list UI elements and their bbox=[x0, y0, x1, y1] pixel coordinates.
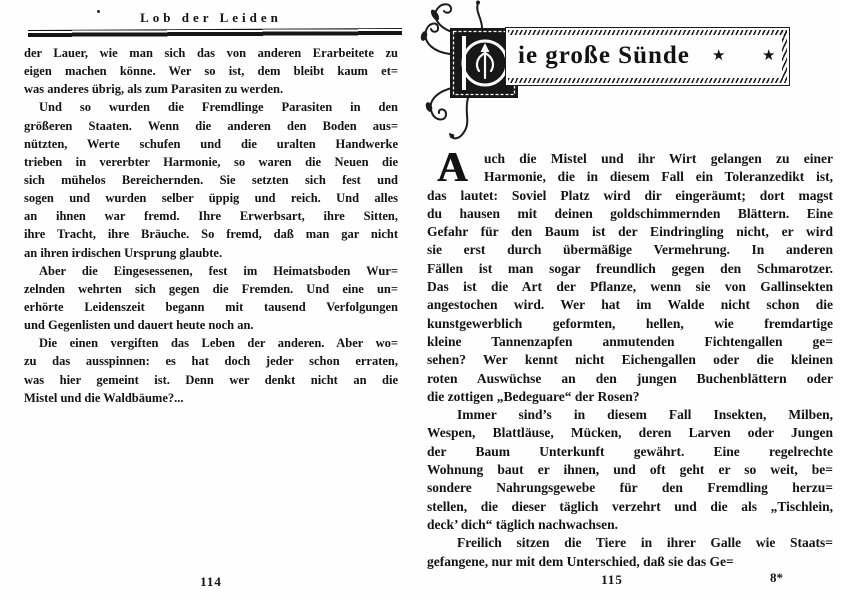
text-line: trieben in vererbter Harmonie, so waren die Neuen die bbox=[24, 154, 398, 169]
text-line: Harmonie, die in diesem Fall ein Toleranzedikt ist, bbox=[484, 169, 833, 185]
text-line: nützten, Werte schufen und die uralten Handwerke bbox=[24, 136, 398, 151]
text-line: das lautet: Soviel Platz wird dir eingeräumt; dort magst bbox=[427, 187, 833, 203]
text-line: ihre Tracht, ihre Bräuche. So fremd, daß man gar nicht bbox=[24, 227, 398, 242]
paragraph bbox=[427, 406, 833, 534]
text-line: der Lauer, wie man sich das von anderen Erarbeitete zu bbox=[24, 46, 398, 60]
text-line: sogen und wurden selber üppig und reich. Und alles bbox=[24, 191, 398, 206]
right-page-number: 115 bbox=[601, 572, 623, 587]
text-line: die zottigen „Bedeguare“ der Rosen? bbox=[427, 388, 640, 404]
text-line: sondere Nahrungsgewebe für den Fremdling herzu= bbox=[427, 480, 833, 496]
star-icon: ★ bbox=[762, 48, 776, 64]
left-page-number: 114 bbox=[200, 574, 222, 589]
text-line: uch die Mistel und ihr Wirt gelangen zu einer bbox=[484, 151, 833, 166]
text-line: was anderes übrig, als zum Parasiten zu werden. bbox=[24, 82, 284, 97]
text-line: Wohnung baut er ihnen, und oft geht er so weit, be= bbox=[427, 462, 833, 478]
paragraph bbox=[24, 334, 398, 407]
header-rule bbox=[28, 28, 402, 38]
text-line: zelnden wehrten sich gegen die Fremden. Und eine un= bbox=[24, 281, 398, 296]
drop-cap-initial: A bbox=[436, 145, 468, 191]
right-text-column bbox=[427, 150, 833, 571]
text-line: Das ist die Art der Pflanze, wenn sie von Gallinsekten bbox=[427, 279, 833, 295]
paragraph bbox=[24, 44, 398, 98]
star-icon: ★ bbox=[712, 48, 726, 64]
paragraph bbox=[427, 150, 833, 406]
text-line: sich mühelos Bereichernden. Sie setzten sich fest und bbox=[24, 172, 398, 187]
text-line: deck’ dich“ täglich nachwachsen. bbox=[427, 516, 619, 532]
left-text-column bbox=[24, 44, 398, 407]
text-line: stellen, die dieser täglich verzehrt und die als „Tischlein, bbox=[427, 498, 833, 514]
signature-mark: 8* bbox=[770, 570, 783, 585]
chapter-title: ie große Sünde bbox=[518, 42, 690, 69]
text-line: größeren Staaten. Wenn die anderen den Boden aus= bbox=[24, 118, 398, 133]
hatch-border-right bbox=[782, 30, 787, 83]
ornate-initial-d-icon bbox=[412, 0, 520, 144]
running-header: Lob der Leiden bbox=[140, 10, 282, 25]
text-line: Und so wurden die Fremdlinge Parasiten in den bbox=[39, 100, 398, 115]
text-line: Fällen ist man sogar freundlich gegen den Schmarotzer. bbox=[427, 260, 833, 276]
text-line: du hausen mit deinen goldschimmernden Blättern. Eine bbox=[427, 205, 833, 221]
text-line: Freilich sitzen die Tiere in ihrer Galle wie Staats= bbox=[457, 535, 833, 551]
text-line: gefangene, nur mit dem Unterschied, daß sie das Ge= bbox=[427, 553, 734, 569]
text-line: erhörte Leidenszeit begann mit tausend Verfolgungen bbox=[24, 299, 398, 314]
text-line: an ihnen war fremd. Ihre Erwerbsart, ihre Sitten, bbox=[24, 209, 398, 224]
text-line: was hier gemeint ist. Denn wer denkt nicht an die bbox=[24, 372, 398, 387]
paragraph bbox=[24, 98, 398, 261]
text-line: sehen? Wer kennt nicht Eichengallen oder die kleinen bbox=[427, 352, 833, 368]
paragraph bbox=[427, 534, 833, 571]
text-line: an ihren irdischen Ursprung glaubte. bbox=[24, 245, 223, 260]
text-line: Immer sind’s in diesem Fall Insekten, Milben, bbox=[457, 407, 833, 423]
text-line: Die einen vergiften das Leben der anderen. Aber wo= bbox=[39, 336, 398, 351]
text-line: kleine Tannenzapfen anmutenden Fichtengallen ge= bbox=[427, 333, 833, 349]
text-line: der Baum Unterkunft gewährt. Eine regelrechte bbox=[427, 443, 833, 459]
paragraph bbox=[24, 262, 398, 335]
text-line: zu das ausspinnen: es hat doch jeder schon erraten, bbox=[24, 354, 398, 369]
text-line: Mistel und die Waldbäume?... bbox=[24, 390, 184, 405]
text-line: Gefahr für den Baum ist der Eindringling nicht, er wird bbox=[427, 224, 833, 240]
text-line: sie erst durch übermäßige Vermehrung. In anderen bbox=[427, 242, 833, 258]
text-line: Aber die Eingesessenen, fest im Heimatsboden Wur= bbox=[39, 263, 398, 278]
text-line: Wespen, Blattläuse, Mücken, deren Larven oder Jungen bbox=[427, 425, 833, 441]
text-line: angestochen wird. Wer hat im Walde nicht schon die bbox=[427, 297, 833, 313]
text-line: und Gegenlisten und dauert heute noch an. bbox=[24, 318, 254, 333]
scan-speck bbox=[97, 10, 100, 13]
text-line: eigen machen könne. Wer so ist, dem bleibt kaum et= bbox=[24, 64, 398, 79]
text-line: kunstgewerblich geformten, hellen, wie fremdartige bbox=[427, 315, 833, 331]
text-line: roten Auswüchse an den jungen Buchenblättern oder bbox=[427, 370, 833, 386]
